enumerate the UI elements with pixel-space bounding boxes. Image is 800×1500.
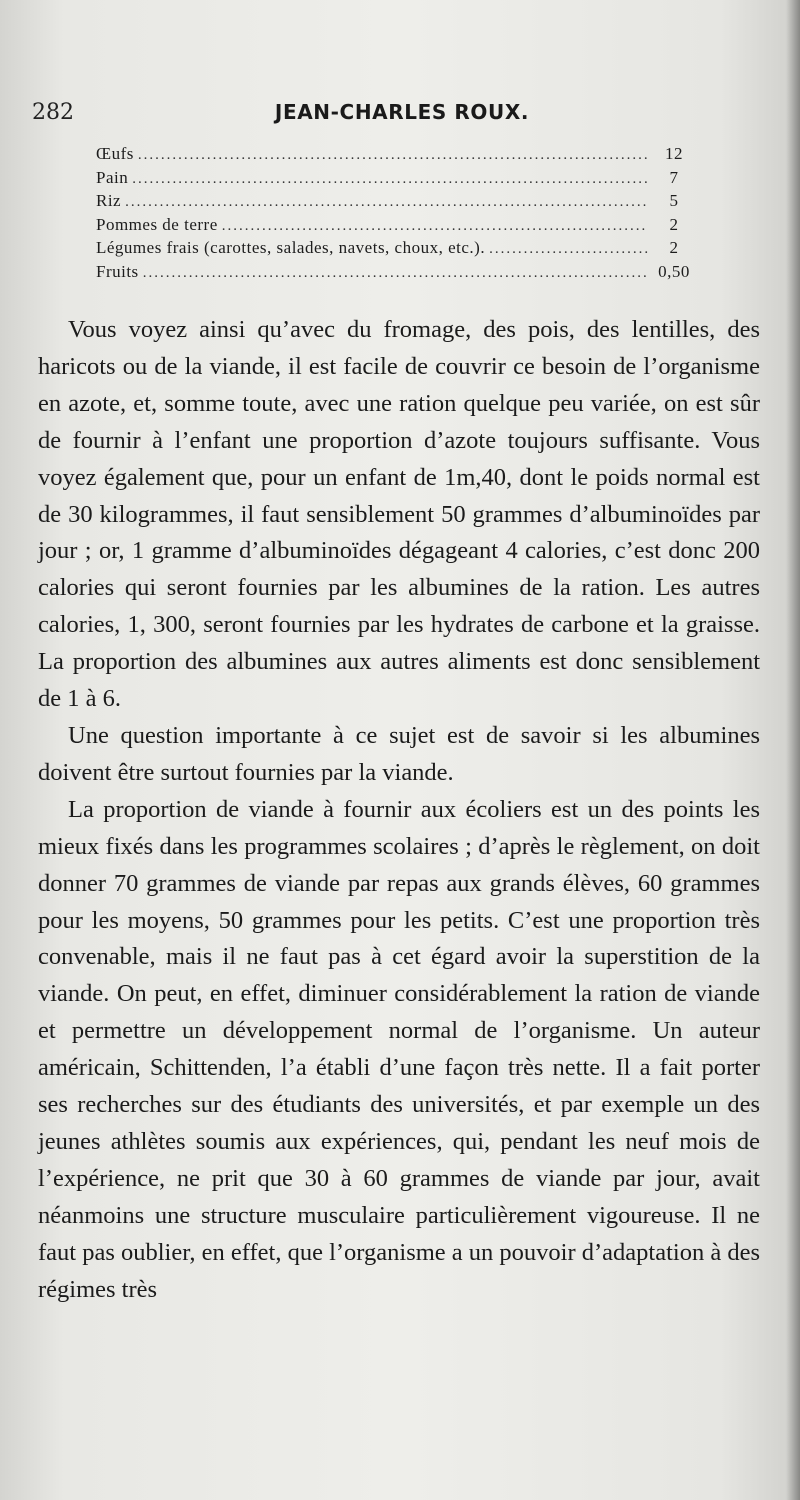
food-value: 2 — [669, 214, 679, 234]
page-header — [32, 96, 772, 132]
leader-dots — [125, 194, 648, 211]
table-row — [96, 215, 696, 239]
food-name: Pain — [96, 167, 129, 187]
page-number: 282 — [32, 100, 74, 125]
food-value: 5 — [669, 191, 679, 210]
leader-dots — [143, 265, 648, 282]
food-name: Légumes frais (carottes, salades, navets, choux, etc.). — [96, 238, 486, 257]
leader-dots — [132, 171, 648, 188]
food-value: 12 — [665, 144, 683, 163]
table-row — [96, 238, 696, 262]
food-name: Fruits — [96, 261, 139, 281]
leader-dots — [222, 218, 648, 235]
food-value: 2 — [669, 238, 679, 257]
paragraph: Une question importante à ce sujet est de savoir si les albumines doivent être surtout fournies par la viande. — [38, 721, 760, 786]
food-name: Pommes de terre — [96, 214, 218, 234]
food-name: Œufs — [96, 144, 134, 163]
leader-dots — [138, 147, 648, 164]
food-nitrogen-table — [96, 144, 696, 285]
food-value: 0,50 — [658, 261, 690, 281]
food-value: 7 — [669, 167, 679, 187]
table-row — [96, 168, 696, 192]
food-name: Riz — [96, 191, 122, 210]
table-row — [96, 262, 696, 286]
paragraph: Vous voyez ainsi qu’avec du fromage, des pois, des lentilles, des haricots ou de la viande, il est facile de couvrir ce besoin de l’organisme en azote, et, somme toute, avec une ration quelque peu variée, on est sûr de fournir à l’enfant une proportion d’azote toujours suffisante. Vous voyez également que, pour un enfant de 1m,40, dont le poids normal est de 30 kilogrammes, il faut sensiblement 50 grammes d’albuminoïdes par jour ; or, 1 gramme d’albuminoïdes dégageant 4 calories, c’est donc 200 calories qui seront fournies par les albumines de la ration. Les autres calories, 1, 300, seront fournies par les hydrates de carbone et la graisse. La proportion des albumines aux autres aliments est donc sensiblement de 1 à 6. — [38, 316, 760, 713]
table-row — [96, 191, 696, 215]
table-row — [96, 144, 696, 168]
body-text — [38, 312, 760, 1308]
page-edge-shadow — [786, 0, 800, 1500]
leader-dots — [489, 241, 648, 258]
paragraph: La proportion de viande à fournir aux écoliers est un des points les mieux fixés dans les programmes scolaires ; d’après le règlement, on doit donner 70 grammes de viande par repas aux grands élèves, 60 grammes pour les moyens, 50 grammes pour les petits. C’est une proportion très convenable, mais il ne faut pas à cet égard avoir la superstition de la viande. On peut, en effet, diminuer considérablement la ration de viande et permettre un développement normal de l’organisme. Un auteur américain, Schittenden, l’a établi d’une façon très nette. Il a fait porter ses recherches sur des étudiants des universités, et par exemple un des jeunes athlètes soumis aux expériences, qui, pendant les neuf mois de l’expérience, ne prit que 30 à 60 grammes de viande par jour, avait néanmoins une structure musculaire particulièrement vigoureuse. Il ne faut pas oublier, en effet, que l’organisme a un pouvoir d’adaptation à des régimes très — [38, 795, 760, 1303]
running-head: JEAN-CHARLES ROUX. — [274, 100, 530, 124]
